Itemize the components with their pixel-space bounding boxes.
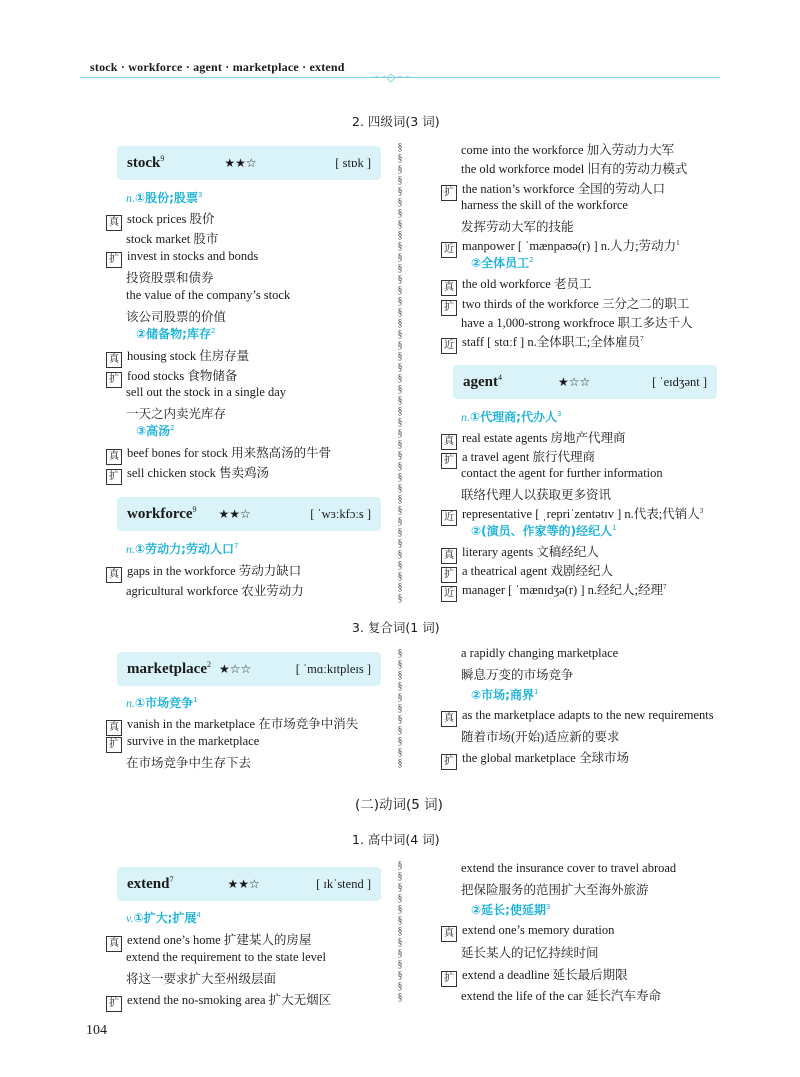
example-line: sell out the stock in a single day: [126, 385, 287, 399]
extension-tag: 扩: [106, 372, 122, 388]
extension-tag: 扩: [441, 754, 457, 770]
synonym-line: 近 representative [ ˌrepriˈzentətɪv ] n.代表;代销人$^3$: [441, 504, 703, 526]
example-line: a rapidly changing marketplace: [461, 646, 619, 660]
sense-heading: ②市场;商界$^1$: [471, 688, 539, 702]
example-line: 延长某人的记忆持续时间: [461, 946, 599, 960]
example-line: 真 extend one’s memory duration: [441, 923, 614, 942]
example-line: 将这一要求扩大至州级层面: [126, 972, 277, 986]
example-line: come into the workforce 加入劳动力大军: [461, 143, 675, 157]
example-line: 瞬息万变的市场竞争: [461, 668, 574, 682]
real-exam-tag: 真: [441, 926, 457, 942]
example-line: 投资股票和债券: [126, 271, 214, 285]
real-exam-tag: 真: [106, 449, 122, 465]
real-exam-tag: 真: [441, 280, 457, 296]
example-line: the value of the company’s stock: [126, 288, 291, 302]
synonym-line: 近 manpower [ ˈmænpaʊə(r) ] n.人力;劳动力$^1$: [441, 236, 680, 258]
column-divider: § § § § § § § § § § § § §: [397, 860, 403, 1003]
sense-heading: n.①股份;股票$^3$: [126, 191, 203, 205]
extension-tag: 扩: [441, 971, 457, 987]
headword: stock$^9$: [127, 154, 165, 171]
running-header: stock · workforce · agent · marketplace · extend: [90, 60, 345, 74]
headword-box-marketplace: [117, 652, 381, 686]
sense-heading: ②储备物;库存$^2$: [136, 327, 216, 341]
headword: workforce$^9$: [127, 505, 197, 522]
sense-heading: ③高汤$^2$: [136, 424, 175, 438]
example-line: the old workforce model 旧有的劳动力模式: [461, 162, 688, 176]
example-line: 该公司股票的价值: [126, 310, 227, 324]
example-line: 把保险服务的范围扩大至海外旅游: [461, 883, 649, 897]
example-line: 扩 two thirds of the workforce 三分之二的职工: [441, 294, 689, 316]
example-line: 真 as the marketplace adapts to the new requirements: [441, 708, 714, 727]
sense-heading: ②延长;使延期$^3$: [471, 903, 551, 917]
example-line: 真 housing stock 住房存量: [106, 346, 249, 368]
example-line: 真 the old workforce 老员工: [441, 274, 591, 296]
headword: extend$^7$: [127, 875, 174, 892]
headword: agent$^4$: [463, 373, 502, 390]
real-exam-tag: 真: [441, 434, 457, 450]
section-title-level4: 2. 四级词(3 词): [352, 114, 440, 129]
headword-box-extend: [117, 867, 381, 901]
example-line: 真 beef bones for stock 用来熬高汤的牛骨: [106, 443, 331, 465]
header-rule: [80, 77, 720, 78]
header-ornament-icon: ∽∽◇∽∽: [370, 70, 410, 84]
sense-heading: ②全体员工$^2$: [471, 256, 534, 270]
example-line: 发挥劳动大军的技能: [461, 220, 574, 234]
sense-heading: n.①劳动力;劳动人口$^7$: [126, 542, 239, 556]
headword-box-agent: [453, 365, 717, 399]
real-exam-tag: 真: [106, 936, 122, 952]
example-line: have a 1,000-strong workfroce 职工多达千人: [461, 316, 693, 330]
headword-box-stock: [117, 146, 381, 180]
example-line: 真 gaps in the workforce 劳动力缺口: [106, 561, 301, 583]
phonetic: [ ˈeɪdʒənt ]: [652, 374, 707, 389]
synonym-tag: 近: [441, 242, 457, 258]
extension-tag: 扩: [441, 453, 457, 469]
extension-tag: 扩: [441, 185, 457, 201]
example-line: 扩 food stocks 食物储备: [106, 366, 237, 388]
sense-heading: ②(演员、作家等的)经纪人$^1$: [471, 524, 617, 538]
example-line: 真 real estate agents 房地产代理商: [441, 428, 626, 450]
synonym-tag: 近: [441, 586, 457, 602]
section-title-compound: 3. 复合词(1 词): [352, 620, 440, 635]
star-rating: ★☆☆: [558, 374, 591, 389]
example-line: 联络代理人以获取更多资讯: [461, 488, 612, 502]
example-line: 扩 the nation’s workforce 全国的劳动人口: [441, 179, 665, 201]
extension-tag: 扩: [441, 567, 457, 583]
phonetic: [ ˈmɑːkɪtpleɪs ]: [295, 661, 371, 676]
example-line: 扩 extend the no-smoking area 扩大无烟区: [106, 990, 331, 1012]
real-exam-tag: 真: [106, 215, 122, 231]
headword: marketplace$^2$: [127, 660, 211, 677]
example-line: contact the agent for further information: [461, 466, 663, 480]
phonetic: [ ɪkˈstend ]: [316, 876, 371, 891]
example-line: 扩 a theatrical agent 戏剧经纪人: [441, 561, 613, 583]
example-line: 真 extend one’s home 扩建某人的房屋: [106, 930, 311, 952]
column-divider: § § § § § § § § § § §: [397, 648, 403, 768]
sense-heading: n.①市场竞争$^1$: [126, 696, 198, 710]
synonym-tag: 近: [441, 510, 457, 526]
phonetic: [ ˈwɜːkfɔːs ]: [310, 506, 371, 521]
example-line: 真 vanish in the marketplace 在市场竞争中消失: [106, 714, 358, 736]
synonym-line: 近 manager [ ˈmænɪdʒə(r) ] n.经纪人;经理$^7$: [441, 580, 666, 602]
example-line: extend the life of the car 延长汽车寿命: [461, 989, 661, 1003]
example-line: agricultural workforce 农业劳动力: [126, 584, 304, 598]
extension-tag: 扩: [106, 737, 122, 753]
example-line: stock market 股市: [126, 232, 219, 246]
example-line: 扩 sell chicken stock 售卖鸡汤: [106, 463, 269, 485]
sense-heading: n.①代理商;代办人$^3$: [461, 410, 562, 424]
phonetic: [ stɒk ]: [335, 155, 371, 170]
section-title-highschool: 1. 高中词(4 词): [352, 832, 440, 847]
example-line: 随着市场(开始)适应新的要求: [461, 730, 620, 744]
example-line: 扩 the global marketplace 全球市场: [441, 748, 629, 770]
synonym-line: 近 staff [ stɑːf ] n.全体职工;全体雇员$^7$: [441, 332, 644, 354]
extension-tag: 扩: [441, 300, 457, 316]
real-exam-tag: 真: [441, 548, 457, 564]
example-line: 一天之内卖光库存: [126, 407, 227, 421]
column-divider: § § § § § § § § § § § § § § § § § § § § § § § § § § § § § § § § § § § § § § § § § §: [397, 142, 403, 604]
example-line: harness the skill of the workforce: [461, 198, 628, 212]
example-line: 扩 a travel agent 旅行代理商: [441, 447, 595, 469]
example-line: 扩 survive in the marketplace: [106, 734, 259, 753]
star-rating: ★★☆: [227, 876, 260, 891]
example-line: 扩 invest in stocks and bonds: [106, 249, 258, 268]
example-line: 在市场竞争中生存下去: [126, 756, 252, 770]
extension-tag: 扩: [106, 469, 122, 485]
star-rating: ★★☆: [218, 506, 251, 521]
section-title-verbs: (二)动词(5 词): [355, 797, 443, 813]
example-line: extend the insurance cover to travel abroad: [461, 861, 677, 875]
page-number: 104: [86, 1023, 107, 1038]
sense-heading: v.①扩大;扩展$^4$: [126, 911, 201, 925]
example-line: extend the requirement to the state level: [126, 950, 326, 964]
synonym-tag: 近: [441, 338, 457, 354]
star-rating: ★☆☆: [218, 661, 252, 676]
example-line: 真 literary agents 文稿经纪人: [441, 542, 599, 564]
real-exam-tag: 真: [441, 711, 457, 727]
example-line: 扩 extend a deadline 延长最后期限: [441, 965, 628, 987]
example-line: 真 stock prices 股价: [106, 209, 214, 231]
headword-box-workforce: [117, 497, 381, 531]
real-exam-tag: 真: [106, 720, 122, 736]
real-exam-tag: 真: [106, 567, 122, 583]
star-rating: ★★☆: [224, 155, 257, 170]
extension-tag: 扩: [106, 996, 122, 1012]
extension-tag: 扩: [106, 252, 122, 268]
real-exam-tag: 真: [106, 352, 122, 368]
